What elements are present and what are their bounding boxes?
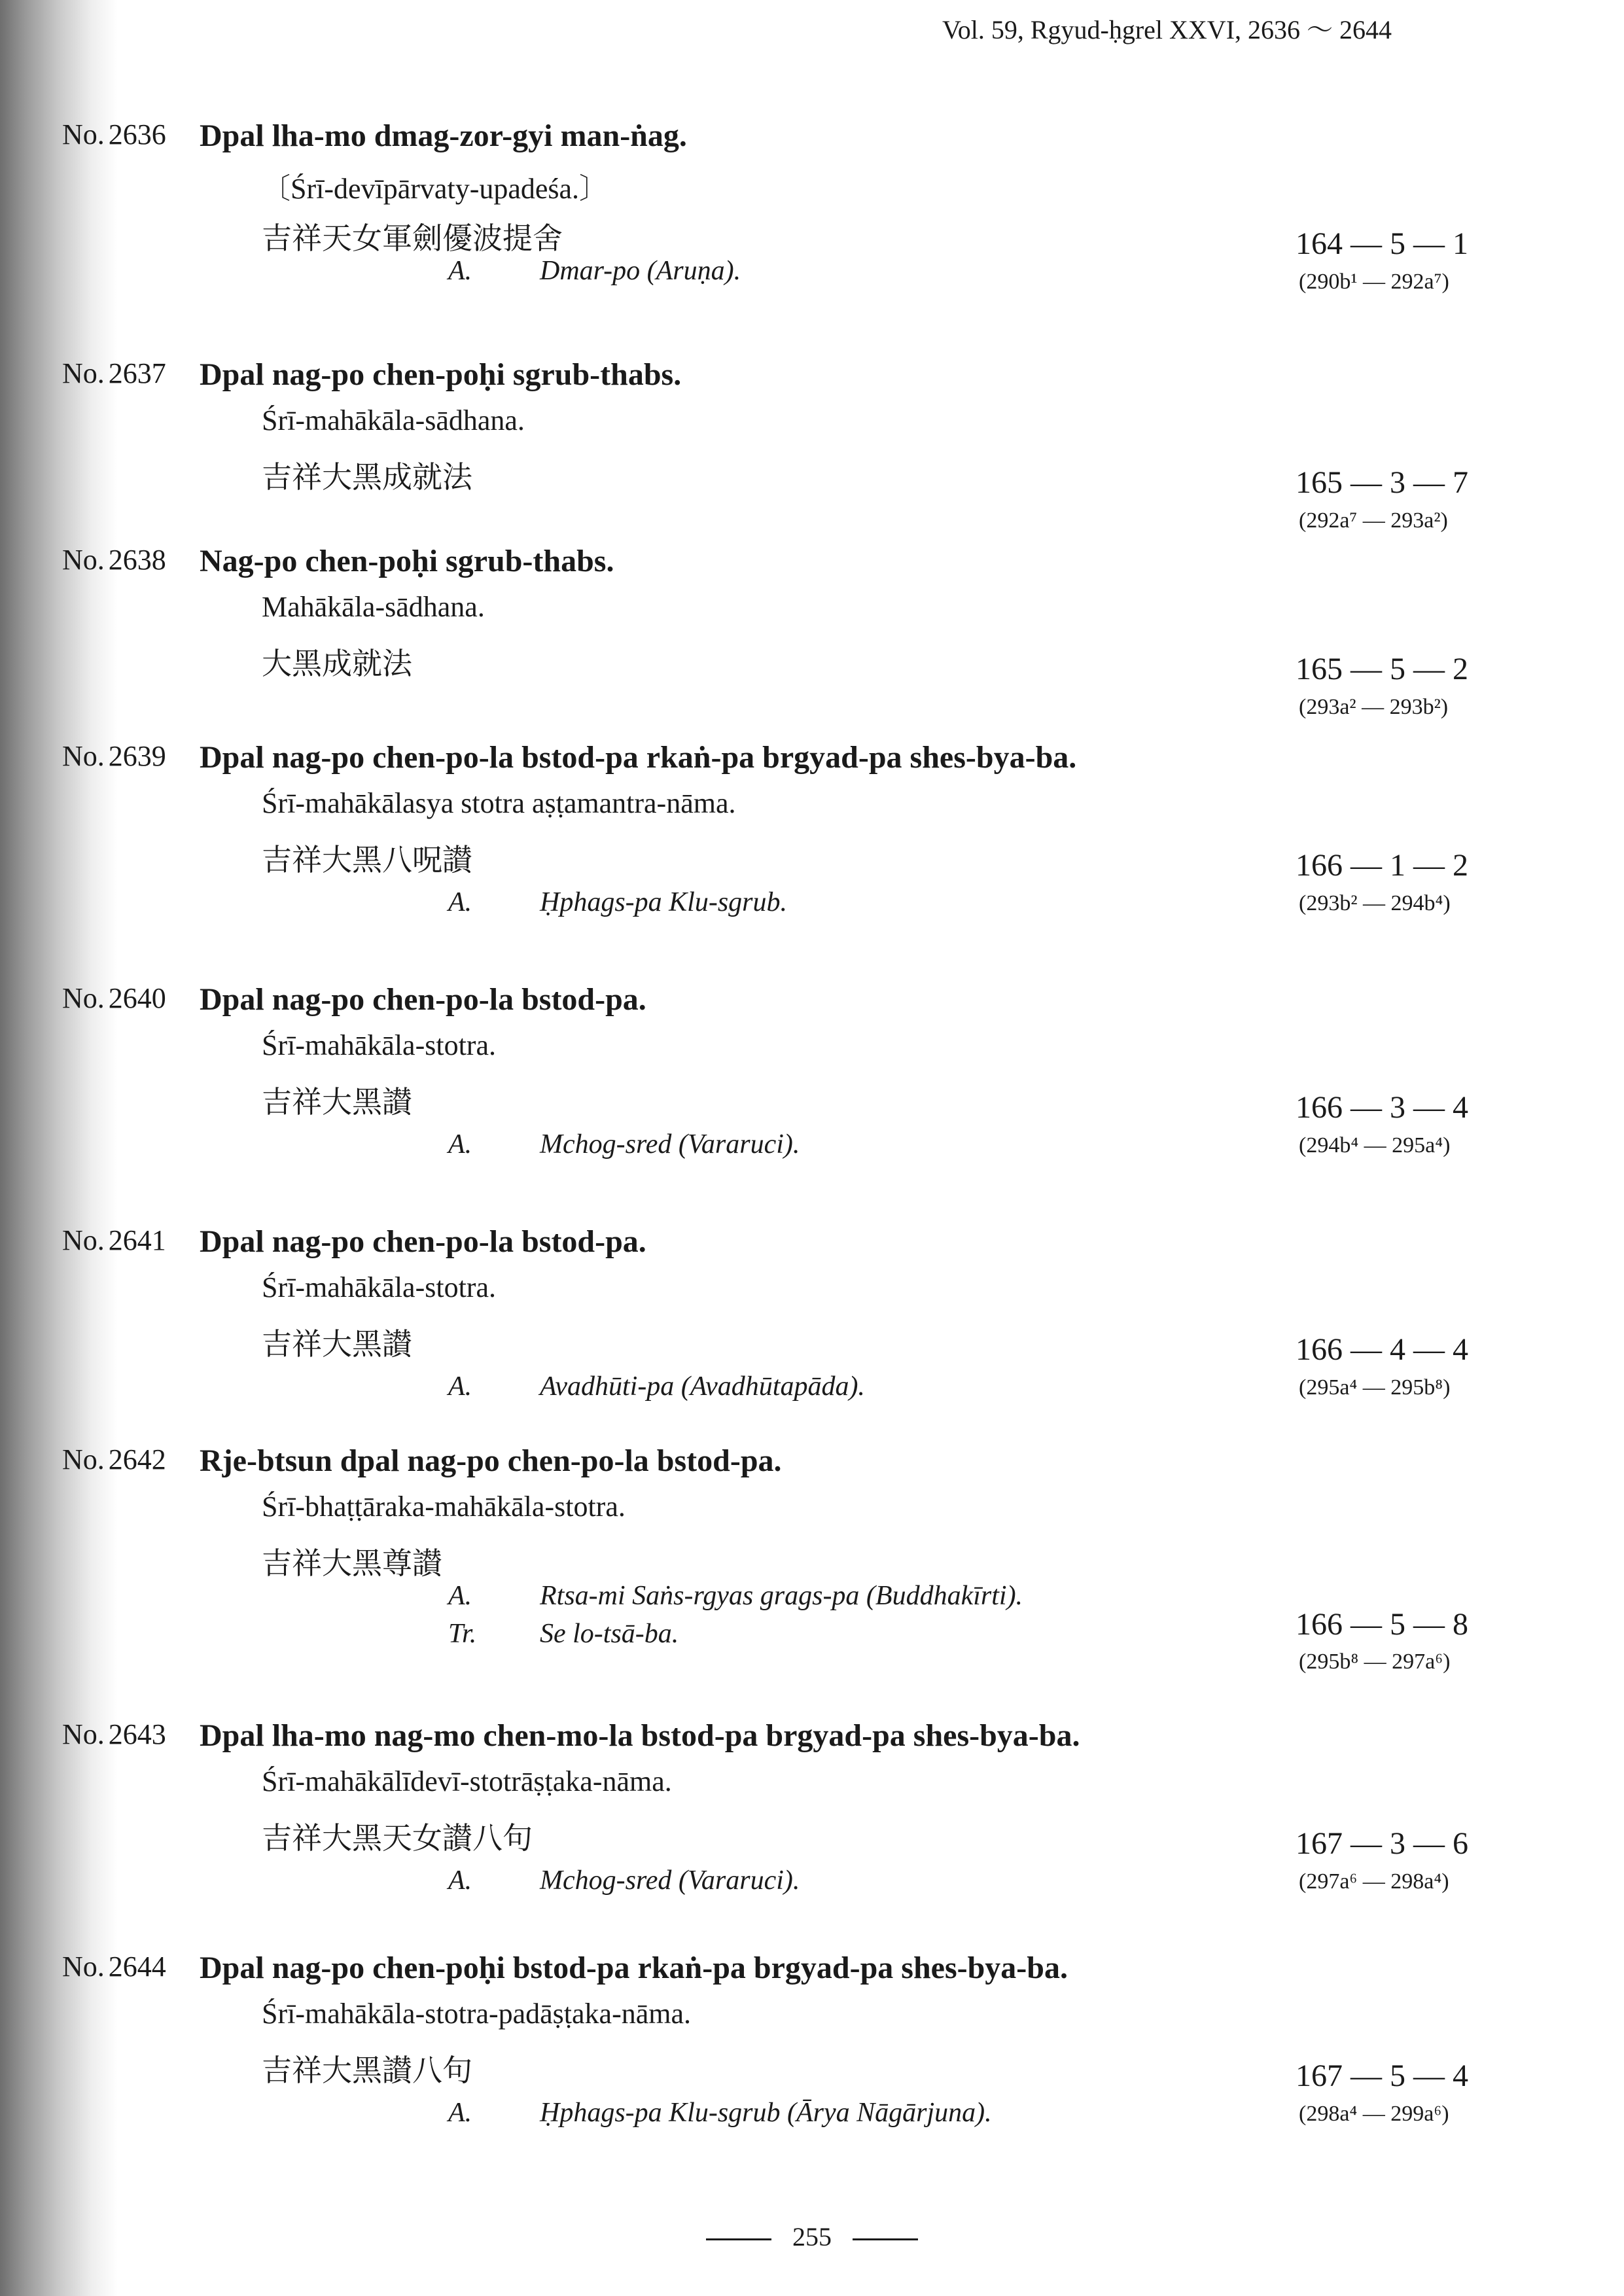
sanskrit-title: Śrī-mahākālasya stotra aṣṭamantra-nāma. bbox=[262, 787, 736, 819]
entry-number-value: 2638 bbox=[108, 544, 166, 576]
volume-reference: 166 — 4 — 4 bbox=[1296, 1332, 1468, 1367]
volume-reference: 165 — 5 — 2 bbox=[1296, 652, 1468, 686]
entry-number bbox=[62, 1224, 166, 1257]
entry-number bbox=[62, 981, 166, 1015]
attribution-role: A. bbox=[448, 1865, 472, 1896]
chinese-title: 吉祥天女軍劍優波提舍 bbox=[262, 221, 563, 256]
tibetan-title: Rje-btsun dpal nag-po chen-po-la bstod-pa. bbox=[200, 1443, 782, 1478]
entry-number-value: 2643 bbox=[108, 1718, 166, 1750]
chinese-title: 吉祥大黑八呪讃 bbox=[262, 842, 472, 877]
attribution-name: Rtsa-mi Saṅs-rgyas grags-pa (Buddhakīrti). bbox=[540, 1581, 1023, 1611]
catalog-entry bbox=[0, 1718, 1624, 1960]
entry-number-value: 2640 bbox=[108, 982, 166, 1014]
entry-number-value: 2636 bbox=[108, 118, 166, 150]
folio-reference: (295b⁸ — 297a⁶) bbox=[1299, 1650, 1451, 1674]
entry-number bbox=[62, 1950, 166, 1983]
attribution-name: Ḥphags-pa Klu-sgrub. bbox=[540, 887, 788, 917]
attribution-name: Mchog-sred (Vararuci). bbox=[540, 1865, 800, 1896]
attribution-role: A. bbox=[448, 2098, 472, 2128]
chinese-title: 大黑成就法 bbox=[262, 646, 412, 681]
attribution-line bbox=[448, 1865, 800, 1896]
catalog-entry bbox=[0, 1224, 1624, 1466]
attribution-role: A. bbox=[448, 256, 472, 286]
folio-reference: (294b⁴ — 295a⁴) bbox=[1299, 1133, 1451, 1157]
entry-number-label: No. bbox=[62, 982, 105, 1014]
tibetan-title: Dpal nag-po chen-po-la bstod-pa. bbox=[200, 1224, 646, 1259]
folio-reference: (292a⁷ — 293a²) bbox=[1299, 508, 1448, 533]
page-number: 255 bbox=[792, 2222, 832, 2252]
tibetan-title: Dpal nag-po chen-poḥi sgrub-thabs. bbox=[200, 357, 682, 392]
entry-number bbox=[62, 357, 166, 390]
entry-number-value: 2642 bbox=[108, 1443, 166, 1475]
entry-number bbox=[62, 543, 166, 576]
entry-number bbox=[62, 1443, 166, 1476]
attribution-line bbox=[448, 1580, 1023, 1612]
attribution-role: A. bbox=[448, 887, 472, 917]
entry-number-value: 2637 bbox=[108, 357, 166, 389]
entry-number-label: No. bbox=[62, 1443, 105, 1475]
attribution-name: Ḥphags-pa Klu-sgrub (Ārya Nāgārjuna). bbox=[540, 2098, 992, 2128]
entry-number-label: No. bbox=[62, 1951, 105, 1983]
page-footer bbox=[0, 2221, 1624, 2252]
entry-number-value: 2644 bbox=[108, 1951, 166, 1983]
attribution-name: Dmar-po (Aruṇa). bbox=[540, 256, 741, 286]
catalog-entry bbox=[0, 739, 1624, 981]
chinese-title: 吉祥大黑讃 bbox=[262, 1326, 412, 1362]
folio-reference: (290b¹ — 292a⁷) bbox=[1299, 270, 1449, 294]
volume-reference: 165 — 3 — 7 bbox=[1296, 465, 1468, 500]
sanskrit-title: Śrī-mahākāla-sādhana. bbox=[262, 404, 525, 436]
volume-reference: 166 — 1 — 2 bbox=[1296, 848, 1468, 883]
chinese-title: 吉祥大黑天女讃八句 bbox=[262, 1820, 533, 1856]
sanskrit-title: Mahākāla-sādhana. bbox=[262, 591, 485, 623]
tibetan-title: Dpal lha-mo nag-mo chen-mo-la bstod-pa brgyad-pa shes-bya-ba. bbox=[200, 1718, 1080, 1753]
entry-number bbox=[62, 1718, 166, 1751]
entry-number-label: No. bbox=[62, 357, 105, 389]
entry-number bbox=[62, 118, 166, 151]
attribution-line bbox=[448, 255, 741, 287]
attribution-line bbox=[448, 2097, 992, 2128]
sanskrit-title: Śrī-mahākālīdevī-stotrāṣṭaka-nāma. bbox=[262, 1765, 672, 1797]
entry-number-label: No. bbox=[62, 1224, 105, 1256]
volume-reference: 167 — 3 — 6 bbox=[1296, 1826, 1468, 1861]
sanskrit-title: 〔Śrī-devīpārvaty-upadeśa.〕 bbox=[262, 173, 609, 205]
volume-reference: 166 — 3 — 4 bbox=[1296, 1090, 1468, 1125]
attribution-name: Se lo-tsā-ba. bbox=[540, 1619, 679, 1649]
sanskrit-title: Śrī-mahākāla-stotra-padāṣṭaka-nāma. bbox=[262, 1998, 692, 2030]
folio-reference: (298a⁴ — 299a⁶) bbox=[1299, 2102, 1449, 2126]
running-header: Vol. 59, Rgyud-ḥgrel XXVI, 2636 ～ 2644 bbox=[942, 15, 1392, 44]
attribution-line bbox=[448, 887, 787, 918]
folio-reference: (293a² — 293b²) bbox=[1299, 695, 1449, 719]
attribution-role: Tr. bbox=[448, 1619, 477, 1649]
folio-reference: (295a⁴ — 295b⁸) bbox=[1299, 1375, 1451, 1400]
chinese-title: 吉祥大黑讃八句 bbox=[262, 2053, 472, 2088]
attribution-line bbox=[448, 1618, 679, 1650]
volume-reference: 166 — 5 — 8 bbox=[1296, 1607, 1468, 1642]
catalog-entry bbox=[0, 981, 1624, 1224]
entry-number-label: No. bbox=[62, 740, 105, 772]
tibetan-title: Dpal lha-mo dmag-zor-gyi man-ṅag. bbox=[200, 118, 687, 153]
tibetan-title: Dpal nag-po chen-poḥi bstod-pa rkaṅ-pa brgyad-pa shes-bya-ba. bbox=[200, 1951, 1068, 1985]
chinese-title: 吉祥大黑成就法 bbox=[262, 459, 472, 495]
attribution-role: A. bbox=[448, 1581, 472, 1611]
entry-number-value: 2639 bbox=[108, 740, 166, 772]
volume-reference: 164 — 5 — 1 bbox=[1296, 226, 1468, 261]
attribution-role: A. bbox=[448, 1129, 472, 1159]
entry-number bbox=[62, 739, 166, 773]
sanskrit-title: Śrī-mahākāla-stotra. bbox=[262, 1029, 496, 1061]
sanskrit-title: Śrī-bhaṭṭāraka-mahākāla-stotra. bbox=[262, 1491, 626, 1523]
attribution-role: A. bbox=[448, 1371, 472, 1402]
attribution-name: Avadhūti-pa (Avadhūtapāda). bbox=[540, 1371, 865, 1402]
folio-reference: (293b² — 294b⁴) bbox=[1299, 891, 1451, 915]
volume-reference: 167 — 5 — 4 bbox=[1296, 2058, 1468, 2093]
attribution-name: Mchog-sred (Vararuci). bbox=[540, 1129, 800, 1159]
footer-dash-right bbox=[853, 2238, 918, 2240]
tibetan-title: Nag-po chen-poḥi sgrub-thabs. bbox=[200, 544, 614, 578]
catalog-entry bbox=[0, 1950, 1624, 2192]
tibetan-title: Dpal nag-po chen-po-la bstod-pa rkaṅ-pa brgyad-pa shes-bya-ba. bbox=[200, 740, 1077, 775]
entry-number-value: 2641 bbox=[108, 1224, 166, 1256]
chinese-title: 吉祥大黑尊讃 bbox=[262, 1545, 442, 1581]
entry-number-label: No. bbox=[62, 544, 105, 576]
entry-number-label: No. bbox=[62, 1718, 105, 1750]
catalog-entry bbox=[0, 118, 1624, 360]
chinese-title: 吉祥大黑讃 bbox=[262, 1084, 412, 1120]
folio-reference: (297a⁶ — 298a⁴) bbox=[1299, 1869, 1449, 1894]
sanskrit-title: Śrī-mahākāla-stotra. bbox=[262, 1271, 496, 1303]
tibetan-title: Dpal nag-po chen-po-la bstod-pa. bbox=[200, 982, 646, 1017]
entry-number-label: No. bbox=[62, 118, 105, 150]
footer-dash-left bbox=[706, 2238, 771, 2240]
catalog-entry bbox=[0, 1443, 1624, 1685]
attribution-line bbox=[448, 1371, 865, 1402]
attribution-line bbox=[448, 1129, 800, 1160]
